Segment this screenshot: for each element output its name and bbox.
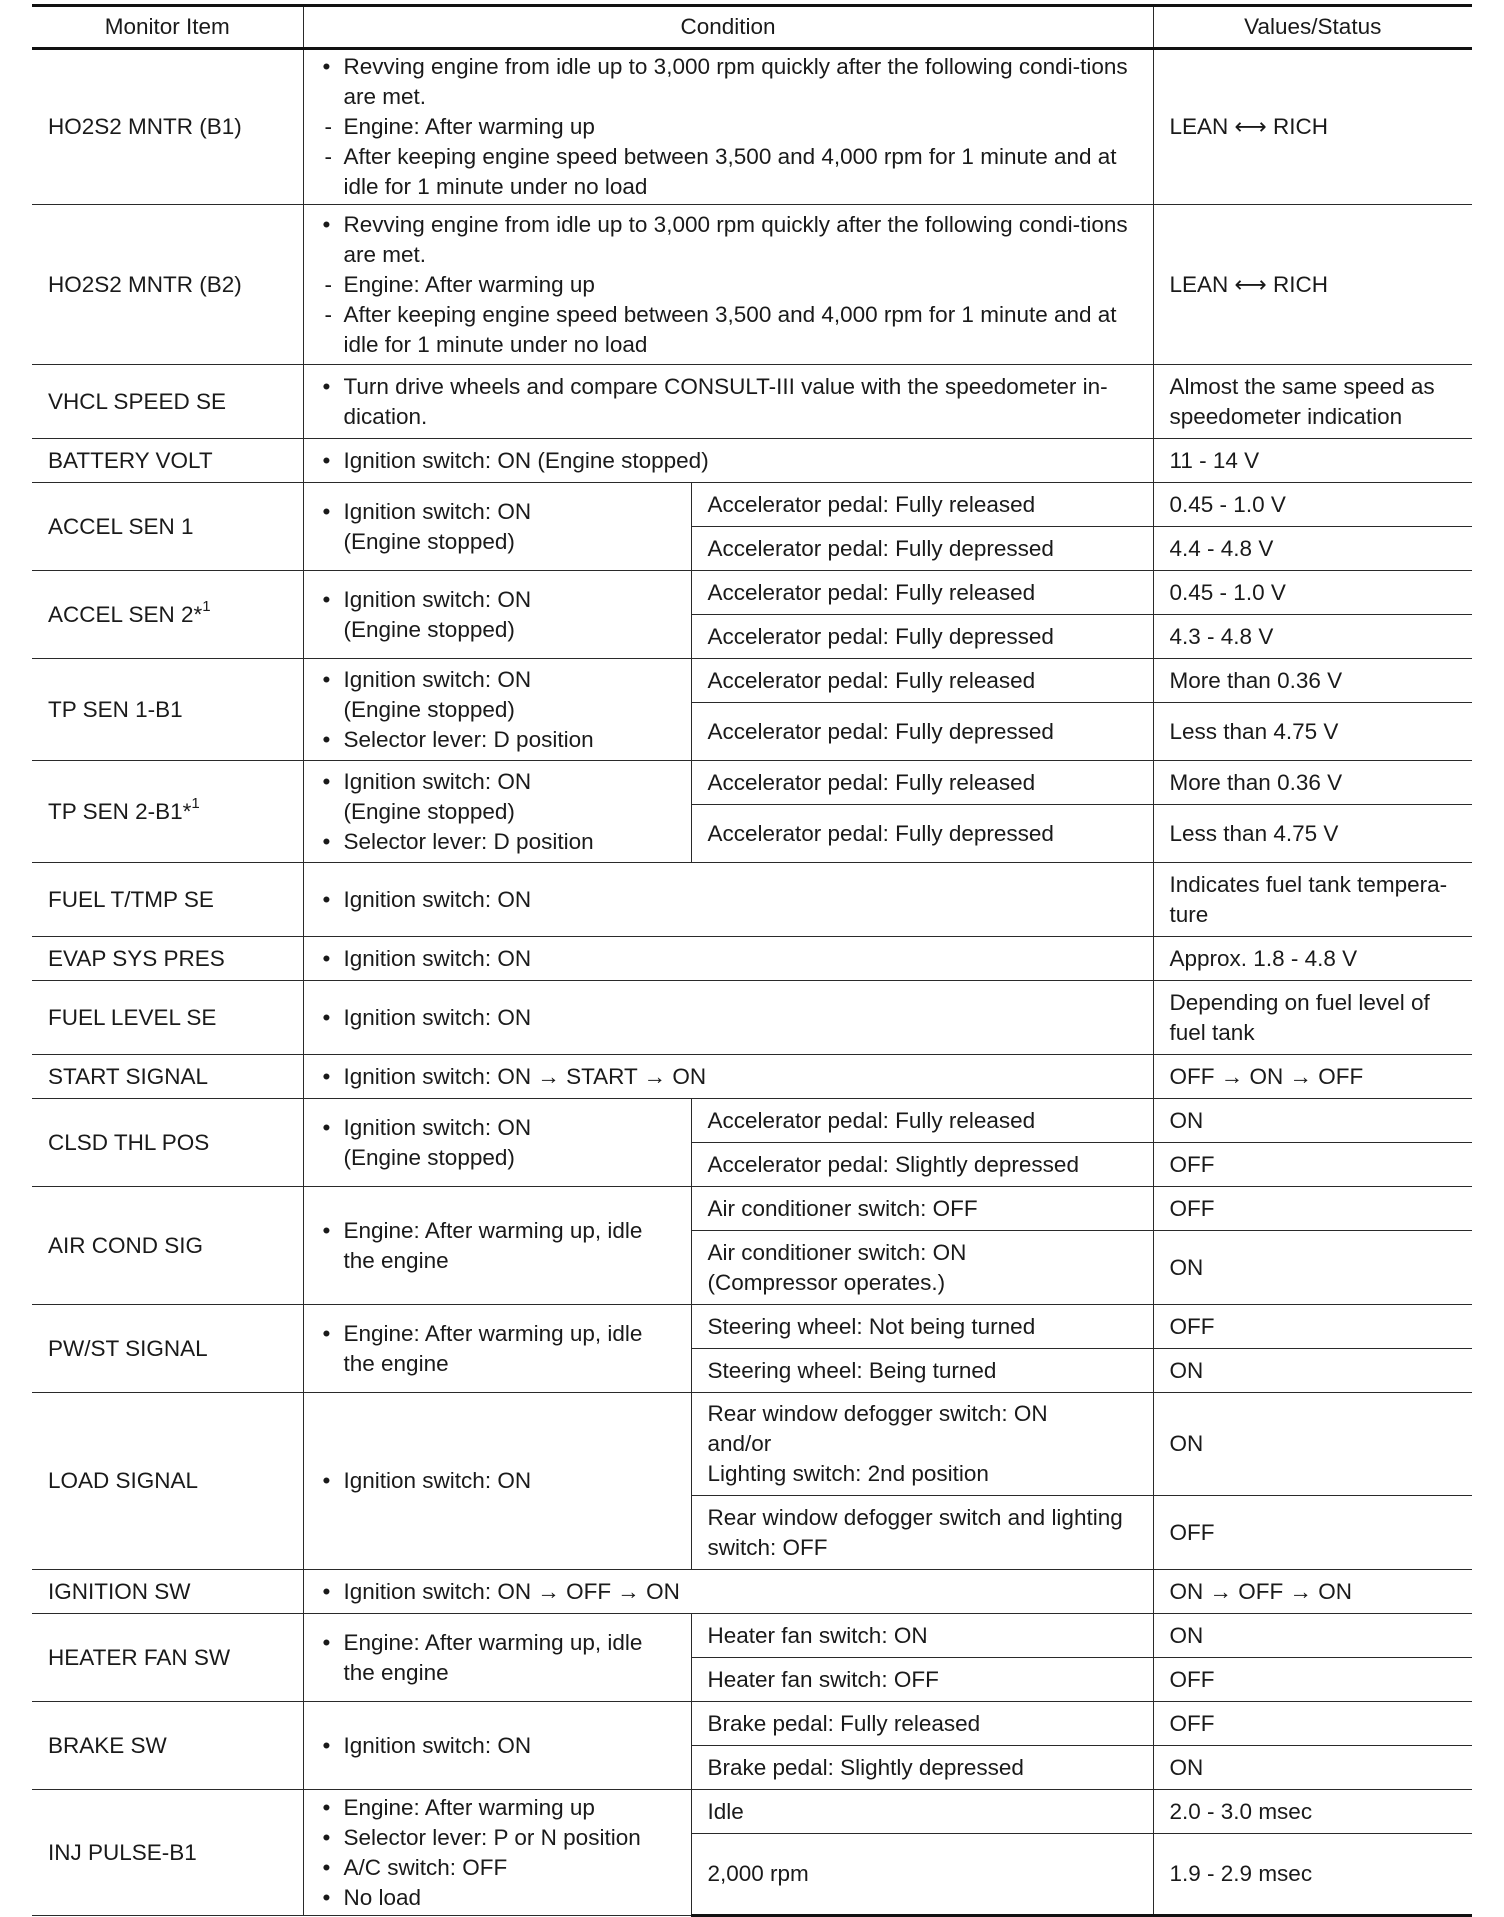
condition-bullet: • Ignition switch: ON	[320, 885, 1137, 915]
condition-dash: - After keeping engine speed between 3,500 and 4,000 rpm for 1 minute and at idle for 1 minute under no load	[320, 142, 1137, 202]
table-row	[32, 49, 1472, 205]
condition-line: Engine: After warming up, idle	[343, 1320, 643, 1346]
condition-cell	[303, 1099, 691, 1187]
condition-line: and/or	[707, 1431, 772, 1456]
footnote-marker: 1	[191, 795, 200, 812]
condition-bullet	[320, 1216, 675, 1276]
condition-cell	[303, 1790, 691, 1916]
value-cell: 4.3 - 4.8 V	[1153, 615, 1472, 659]
value-cell: 4.4 - 4.8 V	[1153, 527, 1472, 571]
table-row	[32, 571, 1472, 615]
monitor-item-cell: HO2S2 MNTR (B1)	[32, 49, 303, 205]
value-cell: OFF	[1153, 1496, 1472, 1570]
sub-condition-cell: Accelerator pedal: Fully depressed	[691, 527, 1153, 571]
condition-cell	[303, 365, 1153, 439]
sub-condition-cell	[691, 1231, 1153, 1305]
condition-line: (Engine stopped)	[343, 1144, 515, 1170]
table-row	[32, 1099, 1472, 1143]
table-row	[32, 1614, 1472, 1658]
monitor-item-label: TP SEN 2-B1*	[48, 798, 192, 824]
table-row	[32, 1570, 1472, 1614]
condition-line: the engine	[343, 1247, 449, 1273]
condition-cell	[303, 483, 691, 571]
value-cell: 11 - 14 V	[1153, 439, 1472, 483]
value-cell: Less than 4.75 V	[1153, 805, 1472, 863]
condition-line: the engine	[343, 1659, 449, 1685]
condition-bullet: • Ignition switch: ON	[320, 1731, 675, 1761]
condition-dash: - After keeping engine speed between 3,500 and 4,000 rpm for 1 minute and at idle for 1 minute under no load	[320, 300, 1137, 360]
sub-condition-cell: Accelerator pedal: Slightly depressed	[691, 1143, 1153, 1187]
condition-line: Ignition switch: ON	[343, 666, 532, 692]
condition-line: (Engine stopped)	[343, 616, 515, 642]
footnote-marker: 1	[202, 598, 211, 615]
monitor-item-cell: AIR COND SIG	[32, 1187, 303, 1305]
condition-cell	[303, 1570, 1153, 1614]
condition-dash: - Engine: After warming up	[320, 270, 1137, 300]
header-condition: Condition	[303, 6, 1153, 49]
value-cell: ON	[1153, 1746, 1472, 1790]
condition-line: Rear window defogger switch and lighting	[707, 1504, 1123, 1530]
condition-bullet: • Engine: After warming up	[320, 1793, 675, 1823]
condition-bullet: • Ignition switch: ON	[320, 1466, 675, 1496]
condition-bullet: • Ignition switch: ON (Engine stopped)	[320, 446, 1137, 476]
condition-cell	[303, 937, 1153, 981]
monitor-item-cell: ACCEL SEN 1	[32, 483, 303, 571]
condition-cell	[303, 1614, 691, 1702]
table-row	[32, 981, 1472, 1055]
monitor-item-cell: TP SEN 1-B1	[32, 659, 303, 761]
value-cell: ON	[1153, 1614, 1472, 1658]
condition-bullet	[320, 1113, 675, 1173]
condition-bullet: • Ignition switch: ON → START → ON	[320, 1062, 1137, 1092]
condition-line: Engine: After warming up, idle	[343, 1629, 643, 1655]
value-cell: ON	[1153, 1393, 1472, 1496]
value-cell: OFF	[1153, 1143, 1472, 1187]
monitor-item-cell	[32, 761, 303, 863]
condition-bullet: • Selector lever: D position	[320, 827, 675, 857]
value-cell: ON → OFF → ON	[1153, 1570, 1472, 1614]
monitor-item-cell	[32, 571, 303, 659]
condition-line: Ignition switch: ON	[343, 768, 532, 794]
value-cell: OFF → ON → OFF	[1153, 1055, 1472, 1099]
monitor-item-table	[32, 4, 1472, 1917]
condition-line: switch: OFF	[707, 1534, 828, 1560]
table-row	[32, 863, 1472, 937]
condition-cell	[303, 863, 1153, 937]
condition-line: Ignition switch: ON	[343, 1114, 532, 1140]
value-cell: Less than 4.75 V	[1153, 703, 1472, 761]
monitor-item-cell: VHCL SPEED SE	[32, 365, 303, 439]
condition-line: Ignition switch: ON	[343, 586, 532, 612]
condition-bullet	[320, 1628, 675, 1688]
sub-condition-cell: Accelerator pedal: Fully depressed	[691, 805, 1153, 863]
sub-condition-cell	[691, 1496, 1153, 1570]
condition-cell	[303, 439, 1153, 483]
value-cell: ON	[1153, 1349, 1472, 1393]
header-values-status: Values/Status	[1153, 6, 1472, 49]
condition-cell	[303, 571, 691, 659]
sub-condition-cell: Idle	[691, 1790, 1153, 1834]
sub-condition-cell: Accelerator pedal: Fully depressed	[691, 615, 1153, 659]
table-row	[32, 1305, 1472, 1349]
condition-line: Engine: After warming up, idle	[343, 1217, 643, 1243]
value-cell: 0.45 - 1.0 V	[1153, 483, 1472, 527]
condition-cell	[303, 659, 691, 761]
sub-condition-cell: Brake pedal: Slightly depressed	[691, 1746, 1153, 1790]
value-cell: OFF	[1153, 1702, 1472, 1746]
condition-bullet	[320, 585, 675, 645]
sub-condition-cell: Brake pedal: Fully released	[691, 1702, 1153, 1746]
monitor-item-cell: INJ PULSE-B1	[32, 1790, 303, 1916]
monitor-item-cell: IGNITION SW	[32, 1570, 303, 1614]
monitor-item-cell: BATTERY VOLT	[32, 439, 303, 483]
table-row	[32, 1055, 1472, 1099]
sub-condition-cell: Steering wheel: Being turned	[691, 1349, 1153, 1393]
table-row	[32, 1187, 1472, 1231]
condition-bullet	[320, 497, 675, 557]
condition-bullet: • Ignition switch: ON	[320, 944, 1137, 974]
sub-condition-cell: Accelerator pedal: Fully depressed	[691, 703, 1153, 761]
value-cell: Indicates fuel tank tempera-ture	[1153, 863, 1472, 937]
value-cell: Almost the same speed as speedometer indication	[1153, 365, 1472, 439]
table-row	[32, 1702, 1472, 1746]
header-monitor-item: Monitor Item	[32, 6, 303, 49]
monitor-item-cell: FUEL T/TMP SE	[32, 863, 303, 937]
condition-cell	[303, 1305, 691, 1393]
value-cell: More than 0.36 V	[1153, 761, 1472, 805]
table-row	[32, 483, 1472, 527]
table-row	[32, 761, 1472, 805]
condition-cell	[303, 761, 691, 863]
condition-cell	[303, 1187, 691, 1305]
value-cell: OFF	[1153, 1658, 1472, 1702]
sub-condition-cell: Air conditioner switch: OFF	[691, 1187, 1153, 1231]
condition-line: the engine	[343, 1350, 449, 1376]
table-row	[32, 205, 1472, 365]
condition-line: (Engine stopped)	[343, 696, 515, 722]
condition-line: (Engine stopped)	[343, 528, 515, 554]
value-cell: LEAN ⟷ RICH	[1153, 205, 1472, 365]
condition-cell	[303, 205, 1153, 365]
condition-bullet: • Revving engine from idle up to 3,000 rpm quickly after the following condi-tions are met.	[320, 210, 1137, 270]
condition-cell	[303, 1055, 1153, 1099]
condition-bullet: • Selector lever: D position	[320, 725, 675, 755]
table-row	[32, 439, 1472, 483]
header-row	[32, 6, 1472, 49]
condition-bullet: • Ignition switch: ON	[320, 1003, 1137, 1033]
value-cell: ON	[1153, 1231, 1472, 1305]
condition-line: (Compressor operates.)	[707, 1269, 946, 1295]
monitor-item-cell: BRAKE SW	[32, 1702, 303, 1790]
value-cell: Approx. 1.8 - 4.8 V	[1153, 937, 1472, 981]
monitor-item-cell: PW/ST SIGNAL	[32, 1305, 303, 1393]
condition-bullet: • Ignition switch: ON → OFF → ON	[320, 1577, 1137, 1607]
value-cell: 0.45 - 1.0 V	[1153, 571, 1472, 615]
value-cell: OFF	[1153, 1305, 1472, 1349]
condition-bullet: • A/C switch: OFF	[320, 1853, 675, 1883]
sub-condition-cell: Heater fan switch: ON	[691, 1614, 1153, 1658]
condition-bullet	[320, 767, 675, 827]
condition-line: (Engine stopped)	[343, 798, 515, 824]
monitor-item-cell: EVAP SYS PRES	[32, 937, 303, 981]
table-row	[32, 937, 1472, 981]
value-cell: LEAN ⟷ RICH	[1153, 49, 1472, 205]
condition-line: Ignition switch: ON	[343, 498, 532, 524]
sub-condition-cell: 2,000 rpm	[691, 1834, 1153, 1916]
condition-bullet: • No load	[320, 1883, 675, 1913]
sub-condition-cell: Accelerator pedal: Fully released	[691, 761, 1153, 805]
value-cell: Depending on fuel level of fuel tank	[1153, 981, 1472, 1055]
table-row	[32, 1393, 1472, 1496]
monitor-item-table-sheet	[32, 4, 1472, 1917]
condition-bullet: • Revving engine from idle up to 3,000 rpm quickly after the following condi-tions are met.	[320, 52, 1137, 112]
monitor-item-cell: HEATER FAN SW	[32, 1614, 303, 1702]
condition-dash: - Engine: After warming up	[320, 112, 1137, 142]
value-cell: 2.0 - 3.0 msec	[1153, 1790, 1472, 1834]
value-cell: OFF	[1153, 1187, 1472, 1231]
value-cell: ON	[1153, 1099, 1472, 1143]
monitor-item-cell: FUEL LEVEL SE	[32, 981, 303, 1055]
condition-line: Rear window defogger switch: ON	[707, 1401, 1048, 1426]
condition-cell	[303, 1702, 691, 1790]
monitor-item-cell: START SIGNAL	[32, 1055, 303, 1099]
monitor-item-cell: HO2S2 MNTR (B2)	[32, 205, 303, 365]
value-cell: More than 0.36 V	[1153, 659, 1472, 703]
condition-bullet	[320, 665, 675, 725]
sub-condition-cell: Accelerator pedal: Fully released	[691, 483, 1153, 527]
condition-cell	[303, 1393, 691, 1570]
condition-line: Lighting switch: 2nd position	[707, 1461, 989, 1486]
monitor-item-label: ACCEL SEN 2*	[48, 601, 203, 627]
condition-bullet: • Turn drive wheels and compare CONSULT-III value with the speedometer in-dication.	[320, 372, 1137, 432]
condition-line: Air conditioner switch: ON	[707, 1239, 967, 1265]
table-row	[32, 1790, 1472, 1834]
sub-condition-cell: Accelerator pedal: Fully released	[691, 659, 1153, 703]
table-row	[32, 365, 1472, 439]
value-cell: 1.9 - 2.9 msec	[1153, 1834, 1472, 1916]
condition-bullet: • Selector lever: P or N position	[320, 1823, 675, 1853]
condition-cell	[303, 49, 1153, 205]
condition-cell	[303, 981, 1153, 1055]
monitor-item-cell: LOAD SIGNAL	[32, 1393, 303, 1570]
sub-condition-cell	[691, 1393, 1153, 1496]
table-row	[32, 659, 1472, 703]
monitor-item-cell: CLSD THL POS	[32, 1099, 303, 1187]
condition-bullet	[320, 1319, 675, 1379]
sub-condition-cell: Accelerator pedal: Fully released	[691, 571, 1153, 615]
sub-condition-cell: Steering wheel: Not being turned	[691, 1305, 1153, 1349]
sub-condition-cell: Heater fan switch: OFF	[691, 1658, 1153, 1702]
sub-condition-cell: Accelerator pedal: Fully released	[691, 1099, 1153, 1143]
